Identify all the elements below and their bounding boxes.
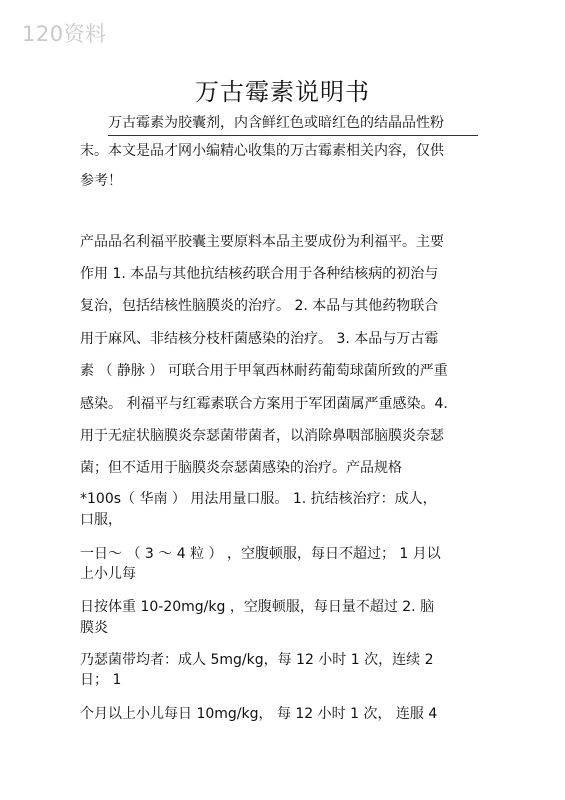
body-line: 口服，	[80, 512, 122, 528]
body-line: 膜炎	[80, 620, 108, 636]
body-line: 用于麻风、非结核分枝杆菌感染的治疗。 3. 本品与万古霉	[80, 331, 439, 347]
body-line: 作用 1. 本品与其他抗结核药联合用于各种结核病的初治与	[80, 266, 439, 282]
subtitle: 万古霉素为胶囊剂，内含鲜红色或暗红色的结晶品性粉	[108, 115, 444, 131]
body-line: 菌；但不适用于脑膜炎奈瑟菌感染的治疗。产品规格	[80, 460, 402, 476]
body-line: 感染。 利福平与红霉素联合方案用于军团菌属严重感染。4.	[80, 396, 448, 412]
body-line: 日按体重 10-20mg/kg ，空腹顿服，每日量不超过 2. 脑	[80, 599, 435, 615]
body-line: 个月以上小儿每日 10mg/kg， 每 12 小时 1 次， 连服 4	[80, 706, 438, 722]
body-line: 一日～ （ 3 ～ 4 粒 ） ，空腹顿服，每日不超过； 1 月以	[80, 546, 441, 562]
body-line: 复治，包括结核性脑膜炎的治疗。 2. 本品与其他药物联合	[80, 298, 439, 314]
body-line: 素 （ 静脉 ） 可联合用于甲氧西林耐药葡萄球菌所致的严重	[80, 363, 448, 379]
body-line: 上小儿每	[80, 566, 136, 582]
page-title: 万古霉素说明书	[195, 78, 370, 106]
watermark: 120资料	[22, 22, 107, 46]
body-line: 用于无症状脑膜炎奈瑟菌带菌者，以消除鼻咽部脑膜炎奈瑟	[80, 428, 444, 444]
body-line: 产品品名利福平胶囊主要原料本品主要成份为利福平。主要	[80, 234, 444, 250]
body-line: 乃瑟菌带均者：成人 5mg/kg，每 12 小时 1 次，连续 2	[80, 652, 434, 668]
intro-line: 末。本文是品才网小编精心收集的万古霉素相关内容，仅供	[80, 143, 444, 159]
subtitle-underline	[108, 112, 478, 136]
body-line: *100s（ 华南 ） 用法用量口服。 1. 抗结核治疗：成人，	[80, 491, 437, 507]
intro-line: 参考！	[80, 173, 122, 189]
body-line: 日； 1	[80, 672, 122, 688]
